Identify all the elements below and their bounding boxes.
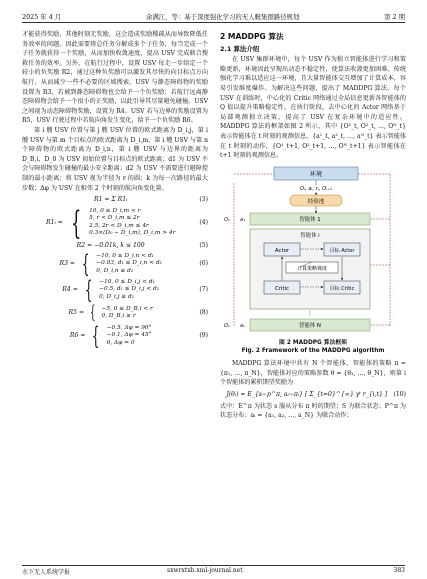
left-paragraph-2: 第 i 艘 USV 位置与第 j 艘 USV 位置的欧式距离为 D_i,j，第 i 艘 USV 与第 m 个目标点的欧式距离为 D_i,m，第 i 艘 USV 与第 n 个障碍物的欧式距离为 D_i,n，第 i 艘 USV 与边界的距离为 D_B,i，D_0 为 USV 初始位置与目标点的欧式距离；d1 为 USV 不会与障碍物发生碰撞的最小安全距离；d2 为 USV 不需要进行避障控制的最小距离；将 USV 视为半径为 r 的圆；k 为每一次路径的最大步数；Δφ 为 USV 在相邻 2 个时刻的航向角变化量。 (22, 126, 208, 192)
equation-7-lhs: R4 = (62, 286, 78, 294)
equation-4: R1ᵢ = { 10, 0 ≤ D_i,m < r 5, r < D_i,m ≤ 2r 2.5, 2r < D_i,m ≤ 4r 0.3×(D₀ − D_i,m), D_i,m > 4r (4) (45, 203, 208, 242)
environment-label: 环境 (309, 170, 323, 178)
equation-4-case: 5, r < D_i,m ≤ 2r (89, 215, 140, 222)
left-obs-n-label: Oₙ (224, 322, 230, 329)
equation-9-case: 0, Δφ = 0 (106, 340, 135, 347)
equation-4-case: 2.5, 2r < D_i,m ≤ 4r (89, 222, 149, 229)
equation-6-lhs: R3 = (59, 260, 75, 268)
equation-4-number: (4) (199, 218, 208, 226)
right-column (220, 30, 406, 421)
equation-7-case: 0, D_i,j ≥ d₂ (99, 294, 135, 301)
equation-10-number: (10) (393, 390, 406, 398)
equation-9-case: −0.1, Δφ = 45° (106, 332, 152, 339)
agents-ellipsis: ⋮ (307, 309, 313, 317)
footer-rule (22, 565, 405, 566)
right-paragraph-3: 式中：E^π 为状态 s 服从分布 π 时的期望；S 为联合状态；P^π 为状态分布；aᵢ = {a₁, a₂, …, a_N} 为联合动作； (220, 402, 406, 420)
header-rule (22, 22, 405, 23)
footer-page-number: 383 (393, 567, 405, 574)
equation-10-body: J(θᵢ) = E_{s∼p^π, aᵢ∼πᵢ} [ Σ_{t=0}^{∞} γᵗ r_{i,t} ] (226, 390, 388, 398)
figure-2 (220, 165, 406, 337)
left-action-n-label: aₙ (240, 322, 246, 329)
figure-caption-cn: 图 2 MADDPG 算法框架 (279, 339, 347, 346)
equation-4-case: 0.3×(D₀ − D_i,m), D_i,m > 4r (89, 230, 176, 237)
equation-10 (220, 390, 406, 400)
equation-8: R5 = { −5, 0 ≤ D_B,i < r 0, D_B,i ≥ r (8) (68, 302, 208, 324)
left-action-label: a₁ (240, 216, 246, 223)
equation-7-case: −10, 0 ≤ D_i,j < d₁ (99, 278, 155, 285)
equation-5-body: R2 = −0.01k, k ≤ 100 (76, 241, 145, 249)
target-critic-label: 目标 Critic (329, 285, 355, 292)
equation-6-case: −0.03, d₁ ≤ D_i,n < d₂ (96, 260, 162, 267)
left-obs-label: O₁ (224, 216, 230, 223)
critic-label: Critic (274, 285, 290, 292)
left-column (22, 30, 208, 350)
footer-website: sxwrxtxb.xml-journal.net (167, 567, 243, 574)
equation-9-case: −0.5, Δφ = 90° (106, 324, 152, 331)
right-paragraph-1: 在 USV 集群环境中，每个 USV 作为独立智能体进行学习和策略更新，环境因此呈现出动态不稳定性，使算法收敛更加困难。传统强化学习难以适应这一环境，且大量智能体交互增加了计算成本，容易引发维度爆炸。为解决这些问题，提出了 MADDPG 算法。每个 USV 在训练时，中心化的 Critic 网络通过全局信息更新各智能体的 Q 值以提升策略稳定性，在执行阶段，去中心化的 Actor 网络基于局部观测独立决策，提高了 USV 在复杂环境中的适应性。MADDPG 算法的框架如图 2 所示，其中 {O¹_t, O²_t, …, Oᴺ_t} 表示智能体在 t 时刻的观测信息，{a¹_t, a²_t, …, aᴺ_t} 表示智能体在 t 时刻的动作，{O¹_t+1, O²_t+1, …, Oᴺ_t+1} 表示智能体在 t+1 时刻的观测信息。 (220, 56, 406, 160)
agent-i-label: 智能体 i (300, 232, 320, 239)
equation-8-case: 0, D_B,i ≥ r (101, 313, 136, 320)
equation-7-number: (7) (199, 286, 208, 294)
equation-8-case: −5, 0 ≤ D_B,i < r (101, 305, 153, 312)
equation-7: R4 = { −10, 0 ≤ D_i,j < d₁ −0.5, d₁ ≤ D_i,j < d₂ 0, D_i,j ≥ d₂ (7) (62, 276, 208, 305)
figure-caption-en: Fig. 2 Framework of the MADDPG algorithm (241, 347, 385, 354)
equation-5-number: (5) (199, 241, 208, 249)
equation-6: R3 = { −10, 0 ≤ D_i,n < d₁ −0.03, d₁ ≤ D_i,n < d₂ 0, D_i,n ≥ d₂ (6) (59, 250, 208, 279)
equation-6-number: (6) (199, 260, 208, 268)
left-paragraph-1: 才能获得奖励，其他时刻无奖励，这会造成奖励稀疏从而导致降低任务效率的问题。因此需要将总任务分解成多个子任务，每当完成一个子任务就获得一个奖励，从而加快收敛速度，提高 USV 完成联合搜救任务的效率。另外，在航行过程中，设置 USV 每走一步给定一个较小的负奖励 R2，通过这种负奖励可以激发其尽快的向目标点方向航行，从而减少一些不必要的区域搜索。USV 与静态障碍物的奖励设置为 R3，若被到静态障碍物也会给予一个负奖励；若航行远离静态障碍物会给予一个很小的正奖励，以此引导其尽量避免碰撞。USV 之间视为动态障碍物奖励，设置为 R4。USV 若与边界的奖励设置为 R5，USV 行驶过程中若航向角发生变化，给予一个负奖励 R6。 (22, 31, 208, 125)
target-actor-label: 目标 Actor (329, 247, 355, 254)
agent-1-label: 智能体 1 (299, 216, 321, 223)
equation-7-case: −0.5, d₁ ≤ D_i,j < d₂ (99, 286, 160, 293)
agent-n-label: 智能体 N (299, 322, 321, 329)
footer-journal: 水下无人系统学报 (22, 569, 71, 576)
policy-gradient-label: 计算策略梯度 (296, 265, 328, 272)
figure-caption (220, 339, 406, 355)
equation-5 (22, 241, 208, 251)
header-title: 余满江，等：基于深度强化学习的无人艇集群路径规划 (145, 13, 300, 21)
maddpg-framework-diagram (220, 165, 406, 337)
equation-4-case: 10, 0 ≤ D_i,m < r (89, 207, 141, 214)
running-header (22, 9, 405, 21)
equation-3 (22, 195, 208, 205)
equation-9-number: (9) (199, 332, 208, 340)
equation-6-case: −10, 0 ≤ D_i,n < d₁ (96, 252, 154, 259)
equation-3-number: (3) (199, 196, 208, 204)
header-issue: 第 2 期 (384, 13, 405, 21)
replay-buffer-label: 经验池 (307, 198, 325, 205)
equation-3-body: R1 = Σ R1ᵢ (93, 196, 128, 204)
equation-8-lhs: R5 = (68, 309, 85, 317)
header-date: 2025 年 4 月 (22, 13, 62, 21)
equation-9: R6 = { −0.5, Δφ = 90° −0.1, Δφ = 45° 0, Δφ = 0 (9) (69, 322, 208, 351)
transition-label: Oᵢ, aᵢ, rᵢ, Oᵢ₊₁ (300, 185, 332, 192)
right-paragraph-2: MADDPG 算法环境中共有 N 个智能体，智能体的策略 π = {π₁, …, π_N}，智能体对应的策略参数 θ = {θ₁, …, θ_N}，则第 i 个智能体的累积期望奖励为 (220, 360, 406, 387)
equation-4-lhs: R1ᵢ = (45, 218, 63, 226)
subsection-title: 2.1 算法介绍 (220, 44, 260, 53)
equation-6-case: 0, D_i,n ≥ d₂ (96, 268, 134, 275)
actor-label: Actor (274, 247, 290, 254)
section-title: 2 MADDPG 算法 (220, 32, 284, 41)
running-footer (22, 567, 405, 577)
equation-8-number: (8) (199, 309, 208, 317)
equation-9-lhs: R6 = (69, 332, 86, 340)
